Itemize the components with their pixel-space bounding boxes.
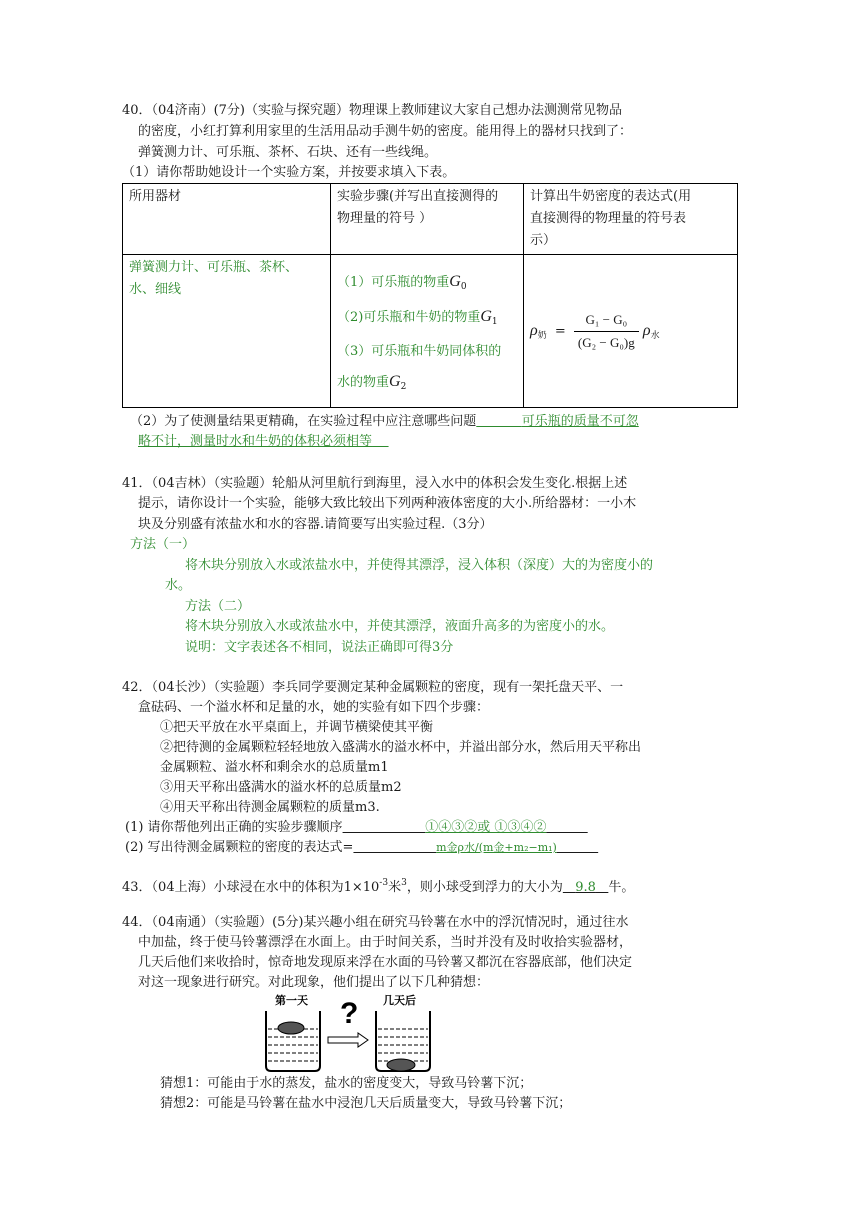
label-days-later: 几天后 [383, 995, 416, 1007]
q41-method2: 将木块分别放入水或浓盐水中，并使其漂浮，液面升高多的为密度小的水。 [185, 619, 615, 634]
q42-step2a: ②把待测的金属颗粒轻轻地放入盛满水的溢水杯中，并溢出部分水，然后用天平称出 [160, 740, 642, 755]
label-day-one: 第一天 [275, 995, 308, 1007]
table-header-equipment: 所用器材 [123, 184, 331, 255]
density-fraction: $\frac{\text{G₁ − G₀}}{\text{(G₂ − G₀)g}}$ [574, 309, 639, 354]
sunken-potato [387, 1059, 415, 1071]
q40-line1: 40．（04济南）(7分)（实验与探究题）物理课上教师建议大家自己想办法测测常见物品 [122, 103, 622, 118]
q41-method1-b: 水。 [165, 578, 192, 593]
q43-line: 43．（04上海）小球浸在水中的体积为$1\times 10^{-3}$米$^3$，则小球受到浮力的大小为 9.8 牛。 [122, 878, 635, 895]
q44-line2: 中加盐，终于使马铃薯漂浮在水面上。由于时间关系，当时并没有及时收拾实验器材， [138, 935, 633, 950]
q41-line1: 41．（04吉林）（实验题）轮船从河里航行到海里，浸入水中的体积会发生变化.根据上述 [122, 476, 628, 491]
q40-part2-answer: 略不计，测量时水和牛奶的体积必须相等 [138, 434, 373, 449]
left-beaker-outline [266, 1011, 320, 1071]
beaker-figure [258, 993, 468, 1073]
q41-line2: 提示，请你设计一个实验，能够大致比较出下列两种液体密度的大小.所给器材：一小木 [138, 496, 637, 511]
q40-line3: 弹簧测力计、可乐瓶、茶杯、石块、还有一些线绳。 [138, 145, 438, 160]
q41-line3: 块及分别盛有浓盐水和水的容器.请简要写出实验过程.（3分） [138, 517, 493, 532]
floating-potato [278, 1022, 304, 1034]
q44-line1: 44．（04南通）（实验题）(5分)某兴趣小组在研究马铃薯在水中的浮沉情况时，通过往水 [122, 915, 629, 930]
q42-step1: ①把天平放在水平桌面上，并调节横梁使其平衡 [160, 720, 434, 735]
q41-method1-title: 方法（一） [130, 537, 196, 552]
q41-method1-a: 将木块分别放入水或浓盐水中，并使得其漂浮，浸入体积（深度）大的为密度小的 [185, 558, 654, 573]
table-header-formula: 计算出牛奶密度的表达式(用 直接测得的物理量的符号表 示） [524, 184, 738, 255]
q41-note: 说明：文字表述各不相同，说法正确即可得3分 [185, 640, 454, 655]
table-cell-steps: （1）可乐瓶的物重$G_0$ （2)可乐瓶和牛奶的物重$G_1$ （3）可乐瓶和牛奶同体积的 水的物重$G_2$ [331, 255, 524, 408]
q42-line1: 42．（04长沙）（实验题）李兵同学要测定某种金属颗粒的密度，现有一架托盘天平、一 [122, 680, 624, 695]
question-mark-icon: ? [340, 997, 359, 1030]
table-cell-formula: $\rho_奶$ = $\frac{\text{G₁ − G₀}}{\text{(G₂ − G₀)g}}$ $\rho_水$ [524, 255, 738, 408]
q44-guess1: 猜想1：可能由于水的蒸发，盐水的密度变大，导致马铃薯下沉； [160, 1076, 533, 1091]
q42-step3: ③用天平称出盛满水的溢水杯的总质量m2 [160, 780, 402, 795]
q40-part1: （1）请你帮助她设计一个实验方案，并按要求填入下表。 [122, 165, 456, 180]
arrow-icon [328, 1033, 368, 1047]
q44-guess2: 猜想2：可能是马铃薯在盐水中浸泡几天后质量变大，导致马铃薯下沉； [160, 1096, 572, 1111]
q42-line2: 盒砝码、一个溢水杯和足量的水，她的实验有如下四个步骤： [138, 700, 490, 715]
experiment-table [122, 183, 738, 408]
table-cell-equipment: 弹簧测力计、可乐瓶、茶杯、 水、细线 [123, 255, 331, 408]
beaker-diagram [258, 993, 468, 1073]
q41-method2-title: 方法（二） [185, 599, 251, 614]
q42-answer2: (2) 写出待测金属颗粒的密度的表达式= m金ρ水/(m金+m₂−m₁) [125, 840, 557, 855]
q42-step4: ④用天平称出待测金属颗粒的质量m3. [160, 800, 380, 815]
q40-line2: 的密度，小红打算利用家里的生活用品动手测牛奶的密度。能用得上的器材只找到了： [138, 124, 633, 139]
q44-line4: 对这一现象进行研究。对此现象，他们提出了以下几种猜想： [138, 975, 490, 990]
right-water [378, 1029, 428, 1061]
q44-line3: 几天后他们来收拾时，惊奇地发现原来浮在水面的马铃薯又都沉在容器底部，他们决定 [138, 955, 633, 970]
q42-answer1: (1) 请你帮他列出正确的实验步骤顺序 ①④③②或 ①③④② [125, 820, 547, 835]
table-header-steps: 实验步骤(并写出直接测得的 物理量的符号 ） [331, 184, 524, 255]
q42-step2b: 金属颗粒、溢水杯和剩余水的总质量m1 [160, 760, 389, 775]
q40-part2: （2）为了使测量结果更精确，在实验过程中应注意哪些问题 可乐瓶的质量不可忽 [130, 414, 639, 429]
